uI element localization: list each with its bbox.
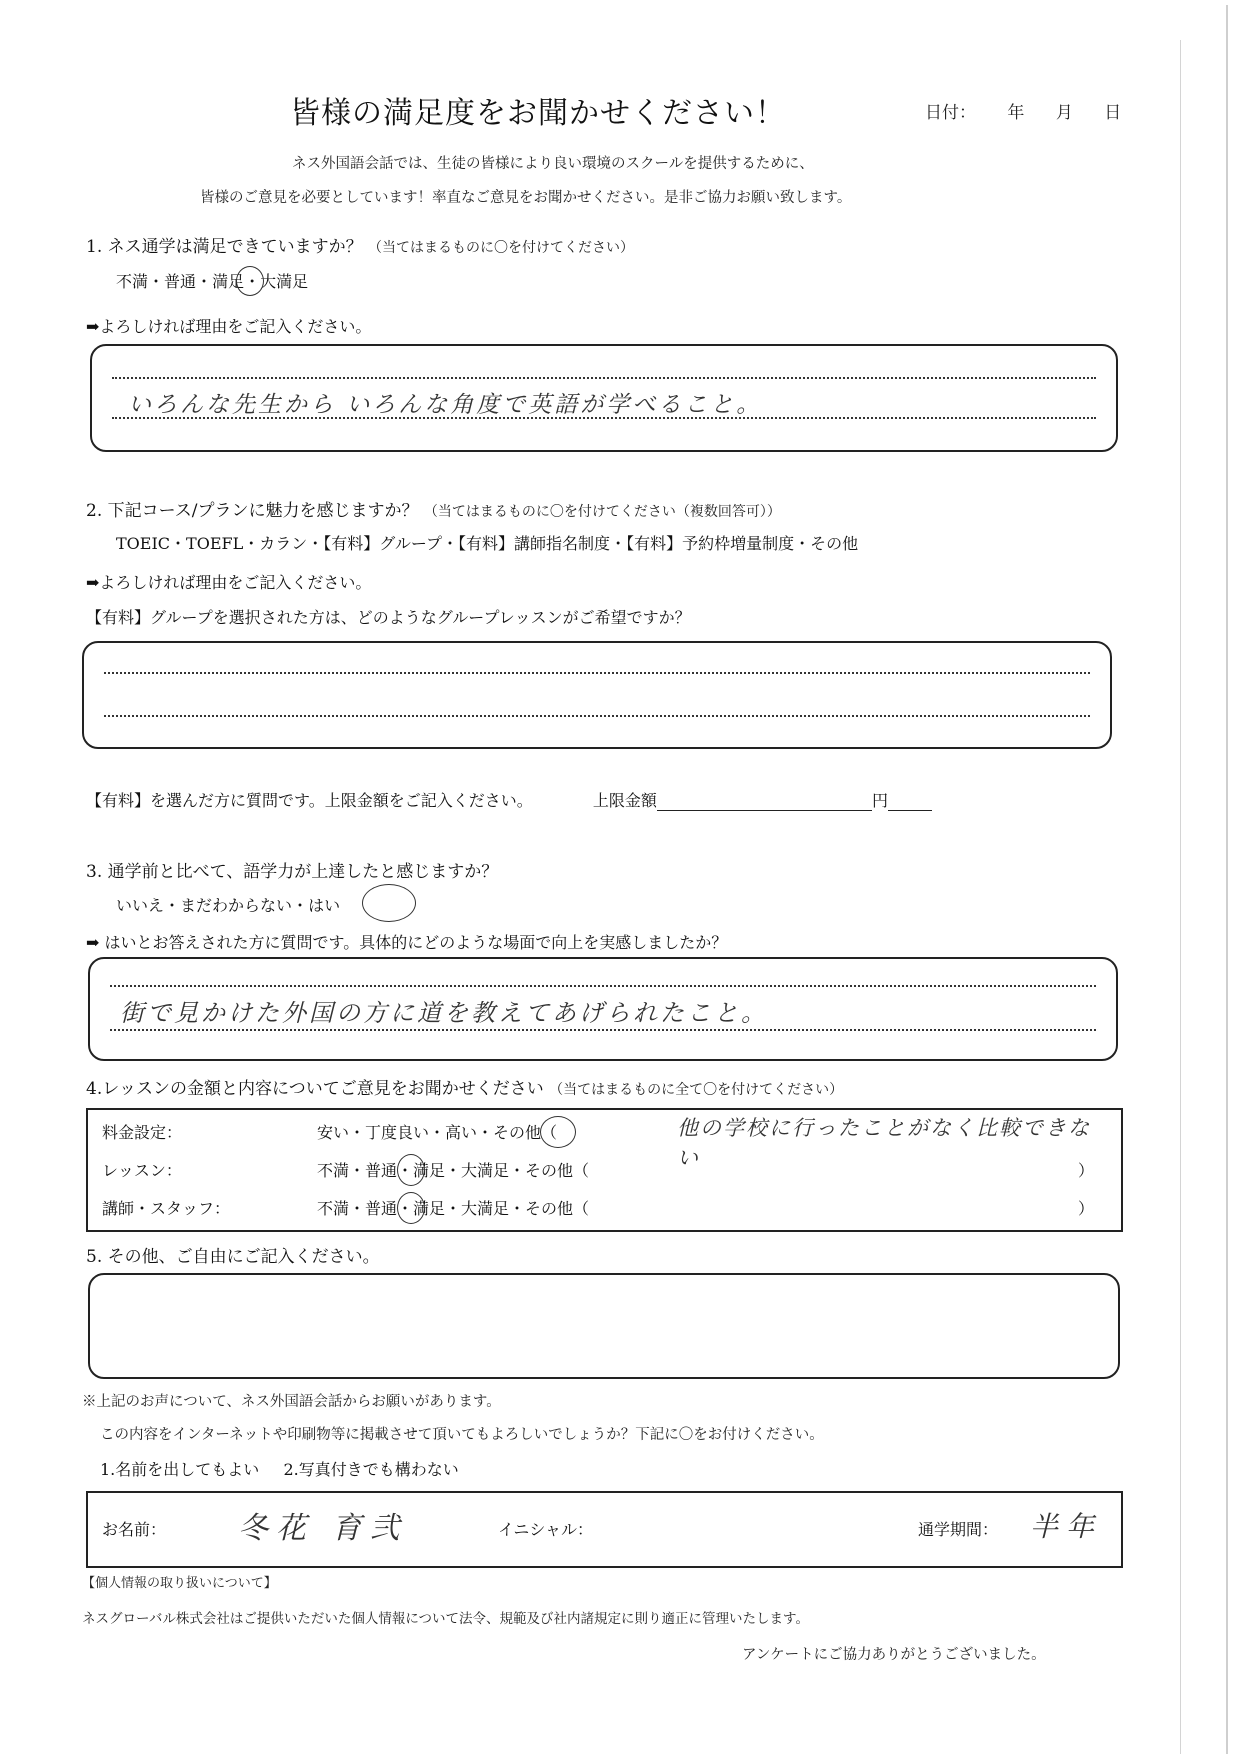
- q2-options: TOEIC・TOEFL・カラン・【有料】グループ・【有料】講師指名制度・【有料】予約枠増量制度・その他: [116, 534, 859, 553]
- period-label: 通学期間：: [918, 1520, 999, 1539]
- scan-edge-line: [1226, 5, 1228, 1754]
- publication-option-photo[interactable]: 2.写真付きでも構わない: [283, 1460, 459, 1479]
- q1-question: [86, 232, 634, 257]
- q4-question-text: 4.レッスンの金額と内容についてご意見をお聞かせください: [86, 1079, 544, 1099]
- initial-label: イニシャル：: [498, 1520, 594, 1539]
- q3-options: いいえ・まだわからない・はい: [116, 896, 341, 915]
- q2-limit-prompt: 【有料】を選んだ方に質問です。上限金額をご記入ください。: [86, 791, 533, 810]
- page-title: 皆様の満足度をお聞かせください！: [290, 96, 786, 131]
- intro-line-1: ネス外国語会話では、生徒の皆様により良い環境のスクールを提供するために、: [292, 156, 814, 172]
- q2-note: （当てはまるものに〇を付けてください（複数回答可））: [423, 504, 781, 520]
- dotted-line: [110, 985, 1096, 987]
- period-handwritten[interactable]: 半年: [1030, 1510, 1103, 1543]
- q3-question: 3. 通学前と比べて、語学力が上達したと感じますか？: [86, 862, 499, 882]
- dotted-line: [112, 377, 1096, 379]
- publication-options: [100, 1457, 459, 1480]
- q2-group-prompt: 【有料】グループを選択された方は、どのようなグループレッスンがご希望ですか？: [86, 608, 691, 627]
- selection-circle: [540, 1116, 576, 1148]
- q1-handwritten-answer: いろんな先生から いろんな角度で英語が学べること。: [128, 392, 763, 418]
- q2-reason-prompt: ➡よろしければ理由をご記入ください。: [86, 573, 372, 592]
- q2-option[interactable]: 【有料】予約枠増量制度: [626, 534, 795, 553]
- publication-request: この内容をインターネットや印刷物等に掲載させて頂いてもよろしいでしょうか？下記に〇をお付けください。: [100, 1427, 824, 1443]
- date-day: 日: [1104, 103, 1122, 123]
- q1-option-selected[interactable]: 満足: [212, 272, 245, 291]
- q5-question: 5. その他、ご自由にご記入ください。: [86, 1247, 380, 1267]
- q4-question: [86, 1074, 843, 1099]
- dotted-line: [104, 715, 1090, 717]
- q2-group-answer-box[interactable]: [82, 641, 1112, 749]
- q3-answer-box[interactable]: [88, 957, 1118, 1061]
- q4-row-comment: 他の学校に行ったことがなく比較できない: [677, 1116, 1091, 1170]
- q2-question-text: 2. 下記コース/プランに魅力を感じますか？: [86, 501, 419, 521]
- q3-followup-prompt: ➡ はいとお答えされた方に質問です。具体的にどのような場面で向上を実感しましたか？: [86, 933, 728, 952]
- q2-option[interactable]: TOEFL: [186, 534, 244, 553]
- selection-circle: [397, 1192, 425, 1224]
- q2-option[interactable]: 【有料】グループ: [323, 534, 443, 553]
- q4-rating-table: [86, 1108, 1123, 1232]
- q4-row-price: [102, 1116, 1102, 1170]
- q3-option[interactable]: いいえ: [116, 896, 165, 915]
- q4-row-label: レッスン：: [102, 1161, 182, 1180]
- intro-line-2: 皆様のご意見を必要としています！率直なご意見をお聞かせください。是非ご協力お願い致します。: [200, 190, 852, 206]
- q4-row-staff: [102, 1196, 1102, 1226]
- q2-limit-unit: 円: [871, 791, 888, 810]
- q1-answer-box[interactable]: [90, 344, 1118, 452]
- name-label: お名前：: [102, 1520, 167, 1539]
- q5-answer-box[interactable]: [88, 1273, 1120, 1379]
- q3-handwritten-answer: 街で見かけた外国の方に道を教えてあげられたこと。: [120, 999, 768, 1027]
- selection-circle: [362, 884, 416, 922]
- name-handwritten[interactable]: 冬花 育弐: [238, 1511, 408, 1546]
- q2-option[interactable]: TOEIC: [116, 534, 171, 553]
- scan-edge-line: [1180, 40, 1181, 1754]
- q4-row-close-paren: ）: [1077, 1199, 1094, 1218]
- q1-question-text: 1. ネス通学は満足できていますか？: [86, 237, 363, 257]
- q1-options: 不満・普通・満足・大満足: [116, 272, 309, 291]
- q3-option-selected[interactable]: はい: [308, 896, 341, 915]
- privacy-heading: 【個人情報の取り扱いについて】: [82, 1576, 277, 1591]
- thanks-message: アンケートにご協力ありがとうございました。: [742, 1647, 1046, 1663]
- q4-row-lesson: [102, 1158, 1102, 1188]
- privacy-text: ネスグローバル株式会社はご提供いただいた個人情報について法令、規範及び社内諸規定に則り適正に管理いたします。: [82, 1611, 809, 1627]
- q1-note: （当てはまるものに〇を付けてください）: [368, 240, 635, 256]
- dotted-line: [104, 672, 1090, 674]
- underline: [888, 792, 932, 811]
- selection-circle: [397, 1154, 425, 1186]
- q4-row-label: 料金設定：: [102, 1123, 183, 1142]
- q4-note: （当てはまるものに全て〇を付けてください）: [549, 1082, 844, 1098]
- q4-row-options[interactable]: 安い・丁度良い・高い・その他（: [317, 1123, 558, 1142]
- q2-option[interactable]: 【有料】講師指名制度: [458, 534, 611, 553]
- date-label: 日付：: [925, 103, 976, 123]
- publication-notice: ※上記のお声について、ネス外国語会話からお願いがあります。: [82, 1394, 501, 1410]
- date-field: [925, 98, 1147, 123]
- q4-row-options[interactable]: 不満・普通・満足・大満足・その他（: [317, 1199, 590, 1218]
- q2-question: [86, 496, 781, 521]
- q2-option[interactable]: その他: [810, 534, 859, 553]
- q2-option[interactable]: カラン: [259, 534, 308, 553]
- q4-row-close-paren: ）: [1077, 1161, 1094, 1180]
- q1-option[interactable]: 不満: [116, 272, 149, 291]
- q1-option[interactable]: 大満足: [260, 272, 309, 291]
- q2-limit-input[interactable]: [657, 792, 872, 811]
- q2-limit-label: 上限金額: [592, 791, 657, 810]
- dotted-line: [110, 1029, 1096, 1031]
- q3-option[interactable]: まだわからない: [180, 896, 293, 915]
- identity-box: [86, 1491, 1123, 1568]
- publication-option-name[interactable]: 1.名前を出してもよい: [100, 1460, 260, 1479]
- q4-row-label: 講師・スタッフ：: [102, 1199, 231, 1218]
- q4-row-options[interactable]: 不満・普通・満足・大満足・その他（: [317, 1161, 590, 1180]
- q2-limit-row: [86, 788, 932, 811]
- selection-circle: [236, 266, 264, 296]
- date-month: 月: [1055, 103, 1073, 123]
- date-year: 年: [1007, 103, 1025, 123]
- q1-reason-prompt: ➡よろしければ理由をご記入ください。: [86, 317, 372, 336]
- q1-option[interactable]: 普通: [164, 272, 197, 291]
